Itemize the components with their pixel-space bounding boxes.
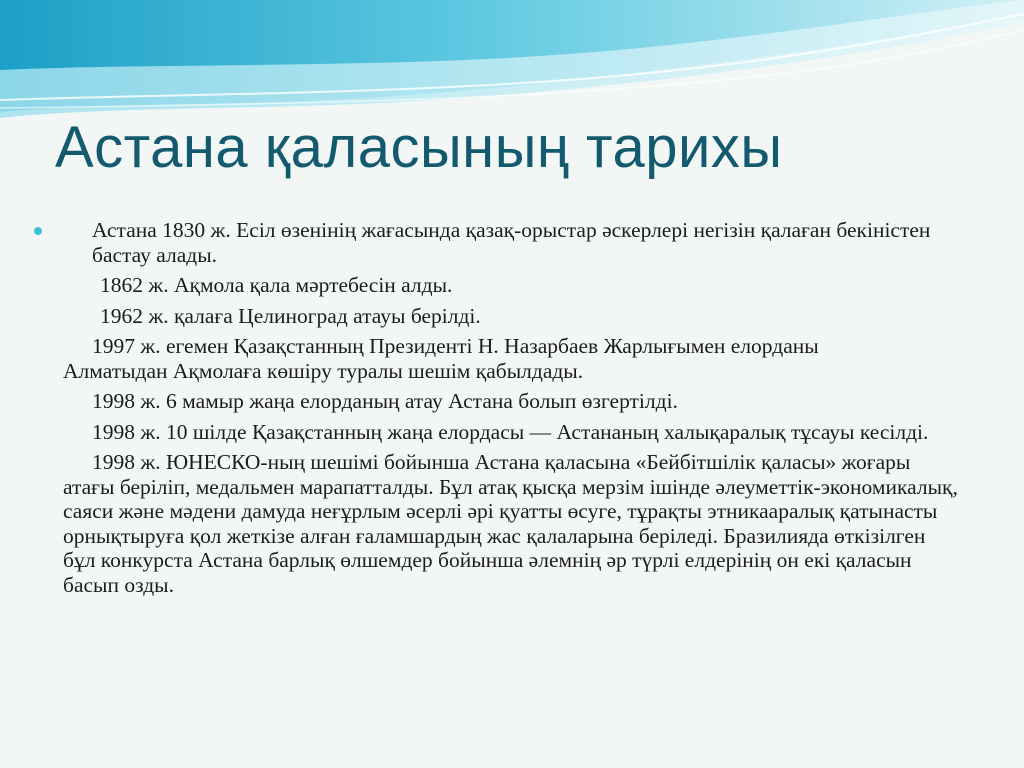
paragraph-1997-part2: Алматыдан Ақмолаға көшіру туралы шешім қабылдады.: [63, 358, 584, 383]
text-line-1862: 1862 ж. Ақмола қала мәртебесін алды.: [100, 273, 453, 297]
bullet-icon: [34, 227, 42, 235]
paragraph-1998-unesco: 1998 ж. ЮНЕСКО-ның шешімі бойынша Астана қаласына «Бейбітшілік қаласы» жоғары атағы беріліп, медальмен марапатталды. Бұл атақ қысқа мерзім ішінде әлеуметтік-экономикалық, саяси және мәдени дамуда неғұрлым әсерлі әрі қуатты өсуге, тұрақты этникааралық қатынасты орнықтыруға қол жеткізе алған ғаламшардың жас қалаларына беріледі. Бразилияда өткізілген бұл конкурста Астана барлық өлшемдер бойынша әлемнің әр түрлі елдерінің он екі қаласын басып озды.: [63, 450, 958, 597]
slide-content: [63, 218, 963, 603]
paragraph-1997: [63, 334, 963, 383]
paragraph-1998-july: 1998 ж. 10 шілде Қазақстанның жаңа елордасы — Астананың халықаралық тұсауы кесілді.: [92, 419, 929, 444]
bullet-text: Астана 1830 ж. Есіл өзенінің жағасында қазақ-орыстар әскерлері негізін қалаған бекіністен бастау алады.: [92, 218, 931, 267]
header-wave-decoration: [0, 0, 1024, 130]
slide-title: Астана қаласының тарихы: [55, 115, 783, 180]
text-line-1962: 1962 ж. қалаға Целиноград атауы берілді.: [100, 303, 481, 328]
paragraph-1998-may: 1998 ж. 6 мамыр жаңа елорданың атау Астана болып өзгертілді.: [92, 389, 678, 413]
paragraph-1997-part1: 1997 ж. егемен Қазақстанның Президенті Н. Назарбаев Жарлығымен елорданы: [92, 334, 819, 358]
bullet-item: [63, 218, 963, 267]
